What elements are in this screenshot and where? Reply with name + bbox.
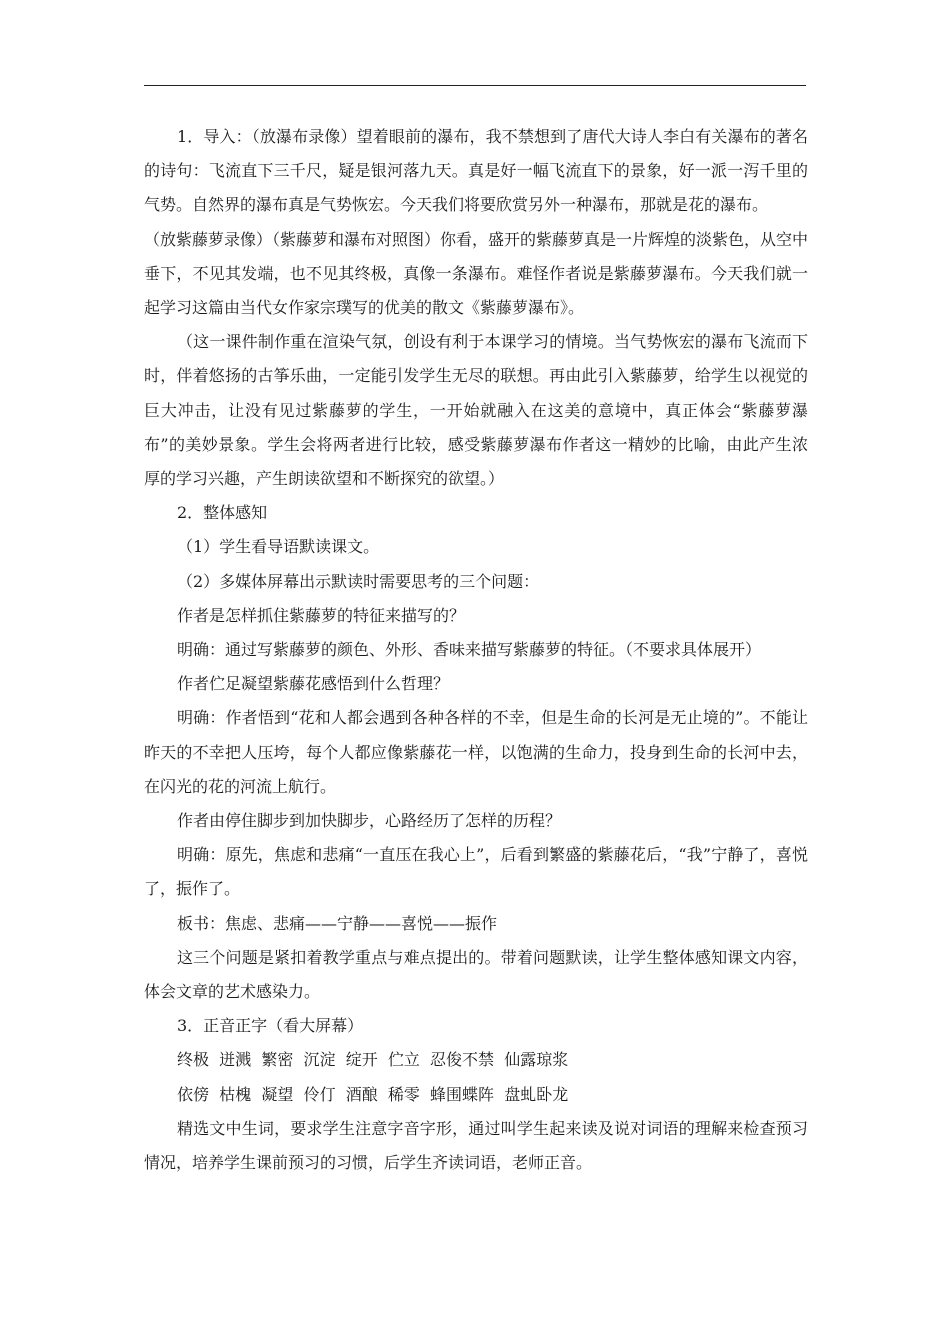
- document-body: [144, 120, 808, 1180]
- paragraph-wisteria-video: （放紫藤萝录像）（紫藤萝和瀑布对照图）你看，盛开的紫藤萝真是一片辉煌的淡紫色，从空中垂下，不见其发端，也不见其终极，真像一条瀑布。难怪作者说是紫藤萝瀑布。今天我们就一起学习这篇由当代女作家宗璞写的优美的散文《紫藤萝瀑布》。: [144, 229, 809, 318]
- answer-1: 明确：通过写紫藤萝的颜色、外形、香味来描写紫藤萝的特征。（不要求具体展开）: [177, 640, 762, 660]
- vocabulary-line-1: 终极 迸溅 繁密 沉淀 绽开 伫立 忍俊不禁 仙露琼浆: [177, 1050, 569, 1070]
- paragraph-intro: 1．导入：（放瀑布录像）望着眼前的瀑布，我不禁想到了唐代大诗人李白有关瀑布的著名的诗句：飞流直下三千尺，疑是银河落九天。真是好一幅飞流直下的景象，好一派一泻千里的气势。自然界的瀑布真是气势恢宏。今天我们将要欣赏另外一种瀑布，那就是花的瀑布。: [144, 127, 808, 215]
- question-2: 作者伫足凝望紫藤花感悟到什么哲理？: [177, 674, 450, 694]
- paragraph-courseware-note: （这一课件制作重在渲染气氛，创设有利于本课学习的情境。当气势恢宏的瀑布飞流而下时，伴着悠扬的古筝乐曲，一定能引发学生无尽的联想。再由此引入紫藤萝，给学生以视觉的巨大冲击，让没有见过紫藤萝的学生，一开始就融入在这美的意境中，真正体会“紫藤萝瀑布”的美妙景象。学生会将两者进行比较，感受紫藤萝瀑布作者这一精妙的比喻，由此产生浓厚的学习兴趣，产生朗读欲望和不断探究的欲望。）: [144, 332, 808, 489]
- answer-3: 明确：原先，焦虑和悲痛“一直压在我心上”，后看到繁盛的紫藤花后，“我”宁静了，喜悦了，振作了。: [144, 845, 808, 899]
- header-rule: [144, 85, 806, 86]
- paragraph-questions-note: 这三个问题是紧扣着教学重点与难点提出的。带着问题默读，让学生整体感知课文内容，体会文章的艺术感染力。: [144, 947, 808, 1002]
- paragraph-step-2: （2）多媒体屏幕出示默读时需要思考的三个问题：: [177, 571, 540, 591]
- question-3: 作者由停住脚步到加快脚步，心路经历了怎样的历程？: [177, 811, 562, 831]
- answer-2: 明确：作者悟到“花和人都会遇到各种各样的不幸，但是生命的长河是无止境的”。不能让昨天的不幸把人压垮，每个人都应像紫藤花一样，以饱满的生命力，投身到生命的长河中去，在闪光的花的河流上航行。: [144, 708, 808, 796]
- question-1: 作者是怎样抓住紫藤萝的特征来描写的？: [177, 605, 466, 625]
- section-heading-overall: 2．整体感知: [177, 503, 268, 523]
- blackboard-note: 板书：焦虑、悲痛——宁静——喜悦——振作: [177, 913, 498, 933]
- paragraph-step-1: （1）学生看导语默读课文。: [177, 537, 380, 557]
- section-heading-pronunciation: 3．正音正字（看大屏幕）: [177, 1016, 364, 1036]
- paragraph-vocabulary-note: 精选文中生词，要求学生注意字音字形，通过叫学生起来读及说对词语的理解来检查预习情况，培养学生课前预习的习惯，后学生齐读词语，老师正音。: [144, 1118, 808, 1173]
- vocabulary-line-2: 依傍 枯槐 凝望 伶仃 酒酿 稀零 蜂围蝶阵 盘虬卧龙: [177, 1084, 569, 1104]
